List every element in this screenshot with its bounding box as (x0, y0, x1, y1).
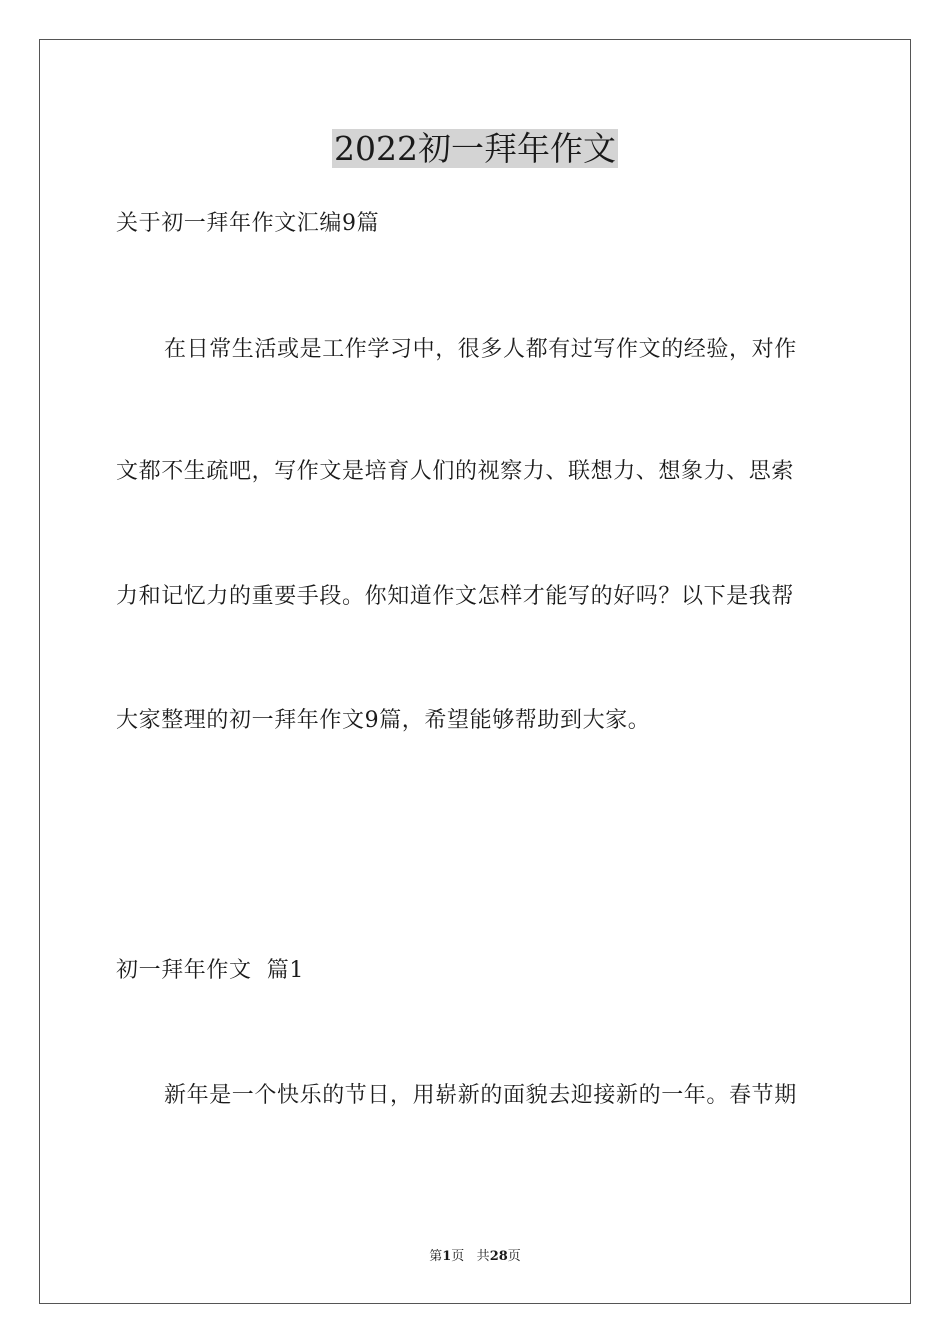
document-subtitle: 关于初一拜年作文汇编9篇 (116, 211, 380, 236)
footer-page-suffix: 页 (451, 1249, 465, 1264)
document-title (0, 128, 950, 170)
footer-total-prefix: 共 (476, 1249, 490, 1264)
footer-page-number: 1 (442, 1249, 452, 1264)
intro-line-1: 在日常生活或是工作学习中，很多人都有过写作文的经验，对作 (164, 337, 797, 362)
page-footer (0, 1248, 950, 1266)
intro-line-3: 力和记忆力的重要手段。你知道作文怎样才能写的好吗？以下是我帮 (116, 584, 795, 609)
footer-total-suffix: 页 (507, 1249, 521, 1264)
intro-line-2: 文都不生疏吧，写作文是培育人们的视察力、联想力、想象力、思索 (116, 459, 795, 484)
intro-line-4: 大家整理的初一拜年作文9篇，希望能够帮助到大家。 (116, 708, 651, 733)
document-title-text: 2022初一拜年作文 (334, 129, 616, 168)
footer-total-pages: 28 (489, 1249, 508, 1264)
footer-page-prefix: 第 (429, 1249, 443, 1264)
section-heading: 初一拜年作文 篇1 (116, 958, 304, 983)
section-line-1: 新年是一个快乐的节日，用崭新的面貌去迎接新的一年。春节期 (164, 1083, 797, 1108)
